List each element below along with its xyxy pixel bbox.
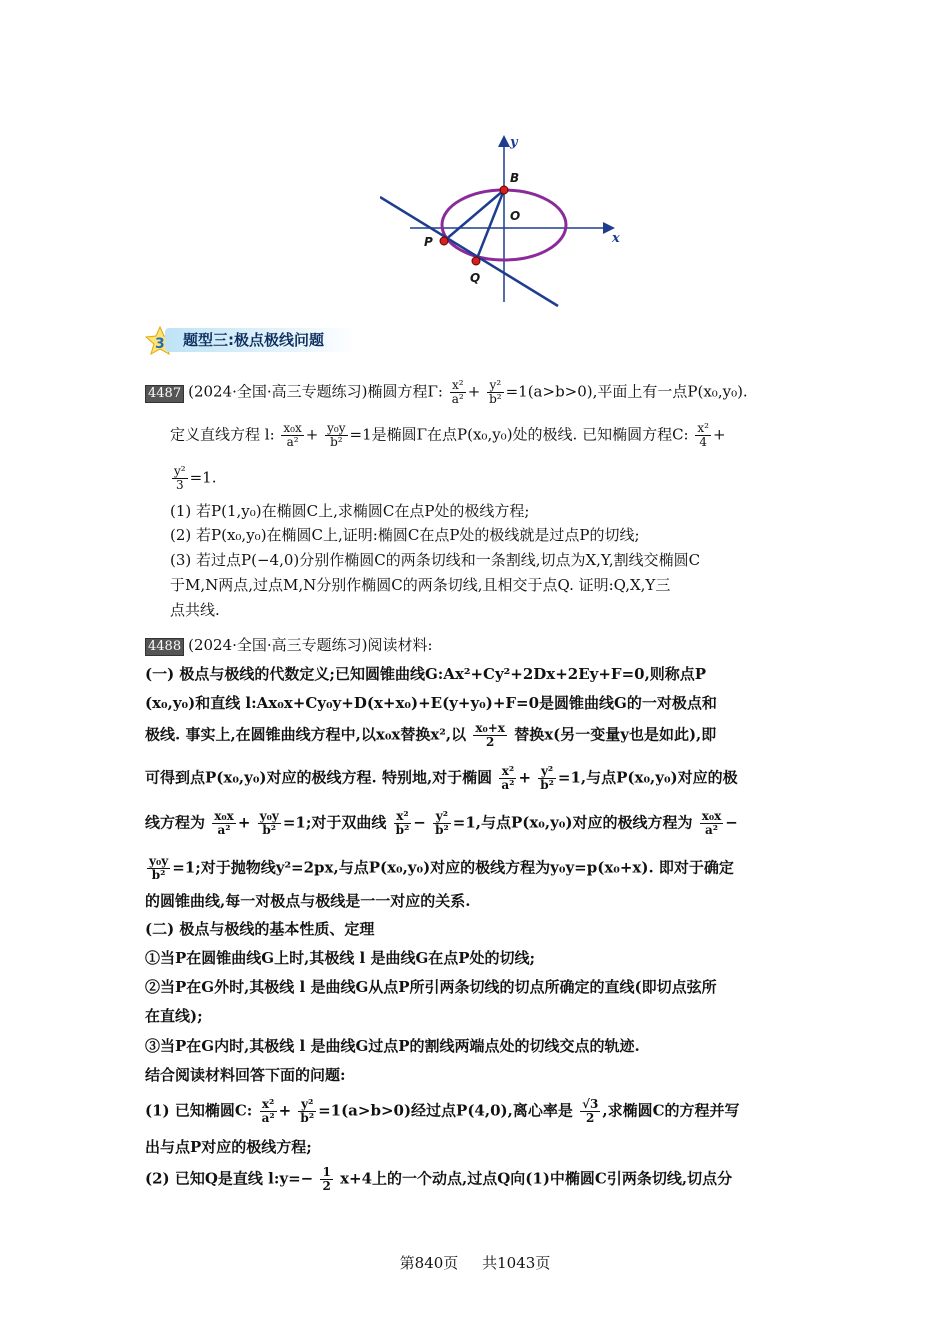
label-y: y [510,135,518,150]
p4488-a5: 线方程为 $\frac{\text{x₀x}}{\text{a²}}$ + $\frac{\text{y₀y}}{\text{b²}}$ =1;对于双曲线 $\frac{\text{x²}}{\text{b²}}$ − $\frac{\text{y²}}{\text{b²}}$ =1,与点P(x₀,y₀)对应的极线方程为 $\frac{\text{x₀x}}{\text{a²}}$ − [145,809,738,837]
p4488-a7: 的圆锥曲线,每一对极点与极线是一一对应的关系. [145,892,471,910]
point-B [500,186,508,194]
p4487-line2: 定义直线方程 l: $\frac{\text{x₀x}}{\text{a²}}$ + $\frac{\text{y₀y}}{\text{b²}}$ =1是椭圆Γ在点P(x₀,y₀)处的极线. 已知椭圆方程C: $\frac{\text{x²}}{4}$ + [170,421,726,449]
label-Q: Q [470,271,481,285]
p4488-head: 4488 (2024·全国·高三专题练习)阅读材料: [145,633,433,657]
label-P: P [424,235,433,249]
p4487-q3c: 点共线. [170,601,220,619]
problem-number-badge: 4487 [145,385,184,403]
page-footer [0,1252,950,1273]
p4488-c2: (2) 已知Q是直线 l:y=− $\frac{1}{2}$ x+4上的一个动点,过点Q向(1)中椭圆C引两条切线,切点分 [145,1165,733,1193]
p4488-c1: (1) 已知椭圆C: $\frac{\text{x²}}{\text{a²}}$ + $\frac{\text{y²}}{\text{b²}}$ =1(a>b>0)经过点P(4,0),离心率是 $\frac{√3}{2}$ ,求椭圆C的方程并写 [145,1097,740,1125]
p4487-line3: $\frac{\text{y²}}{3}$ =1. [174,464,217,492]
p4488-a1: (一) 极点与极线的代数定义;已知圆锥曲线G:Ax²+Cy²+2Dx+2Ey+F=0,则称点P [145,665,707,683]
svg-text:3: 3 [155,336,165,352]
fraction: $\frac{\text{x²}}{\text{a²}}$ [451,378,464,406]
p4488-b2b: 在直线); [145,1007,203,1025]
ellipse-figure [380,130,630,310]
p4487-q1: (1) 若P(1,y₀)在椭圆C上,求椭圆C在点P处的极线方程; [170,502,530,520]
p4488-a2: (x₀,y₀)和直线 l:Ax₀x+Cy₀y+D(x+x₀)+E(y+y₀)+F=0是圆锥曲线G的一对极点和 [145,694,717,712]
p4488-b2a: ②当P在G外时,其极线 l 是曲线G从点P所引两条切线的切点所确定的直线(即切点弦所 [145,978,717,996]
section-title: 题型三:极点极线问题 [183,331,324,349]
p4487-q2: (2) 若P(x₀,y₀)在椭圆C上,证明:椭圆C在点P处的极线就是过点P的切线; [170,526,640,544]
tangent-line [380,197,558,306]
label-B: B [510,171,520,185]
p4488-b4: 结合阅读材料回答下面的问题: [145,1066,346,1084]
p4488-b0: (二) 极点与极线的基本性质、定理 [145,920,375,938]
p4488-b3: ③当P在G内时,其极线 l 是曲线G过点P的割线两端点处的切线交点的轨迹. [145,1037,640,1055]
total-pages: 共1043页 [482,1254,551,1272]
p4487-q3b: 于M,N两点,过点M,N分别作椭圆C的两条切线,且相交于点Q. 证明:Q,X,Y三 [170,576,671,594]
p4488-a3: 极线. 事实上,在圆锥曲线方程中,以x₀x替换x²,以 $\frac{\text{x₀+x}}{2}$ 替换x(另一变量y也是如此),即 [145,721,717,749]
page-number: 第840页 [399,1254,459,1272]
p4487-line1: 4487 (2024·全国·高三专题练习)椭圆方程Γ: $\frac{\text{x²}}{\text{a²}}$ + $\frac{\text{y²}}{\text{b²}}$ =1(a>b>0),平面上有一点P(x₀,y₀). [145,379,748,406]
fraction: $\frac{\text{y²}}{\text{b²}}$ [489,378,502,406]
p4488-b1: ①当P在圆锥曲线G上时,其极线 l 是曲线G在点P处的切线; [145,949,536,967]
p4487-q3a: (3) 若过点P(−4,0)分别作椭圆C的两条切线和一条割线,切点为X,Y,割线交椭圆C [170,551,701,569]
label-O: O [510,209,521,223]
label-x: x [612,231,620,246]
point-Q [472,257,480,265]
p4488-a6: $\frac{\text{y₀y}}{\text{b²}}$ =1;对于抛物线y²=2px,与点P(x₀,y₀)对应的极线方程为y₀y=p(x₀+x). 即对于确定 [149,854,734,882]
problem-number-badge: 4488 [145,638,184,656]
p4488-c1d: 出与点P对应的极线方程; [145,1138,312,1156]
p4488-a4: 可得到点P(x₀,y₀)对应的极线方程. 特别地,对于椭圆 $\frac{\text{x²}}{\text{a²}}$ + $\frac{\text{y²}}{\text{b²}}$ =1,与点P(x₀,y₀)对应的极 [145,764,738,792]
point-P [440,237,448,245]
